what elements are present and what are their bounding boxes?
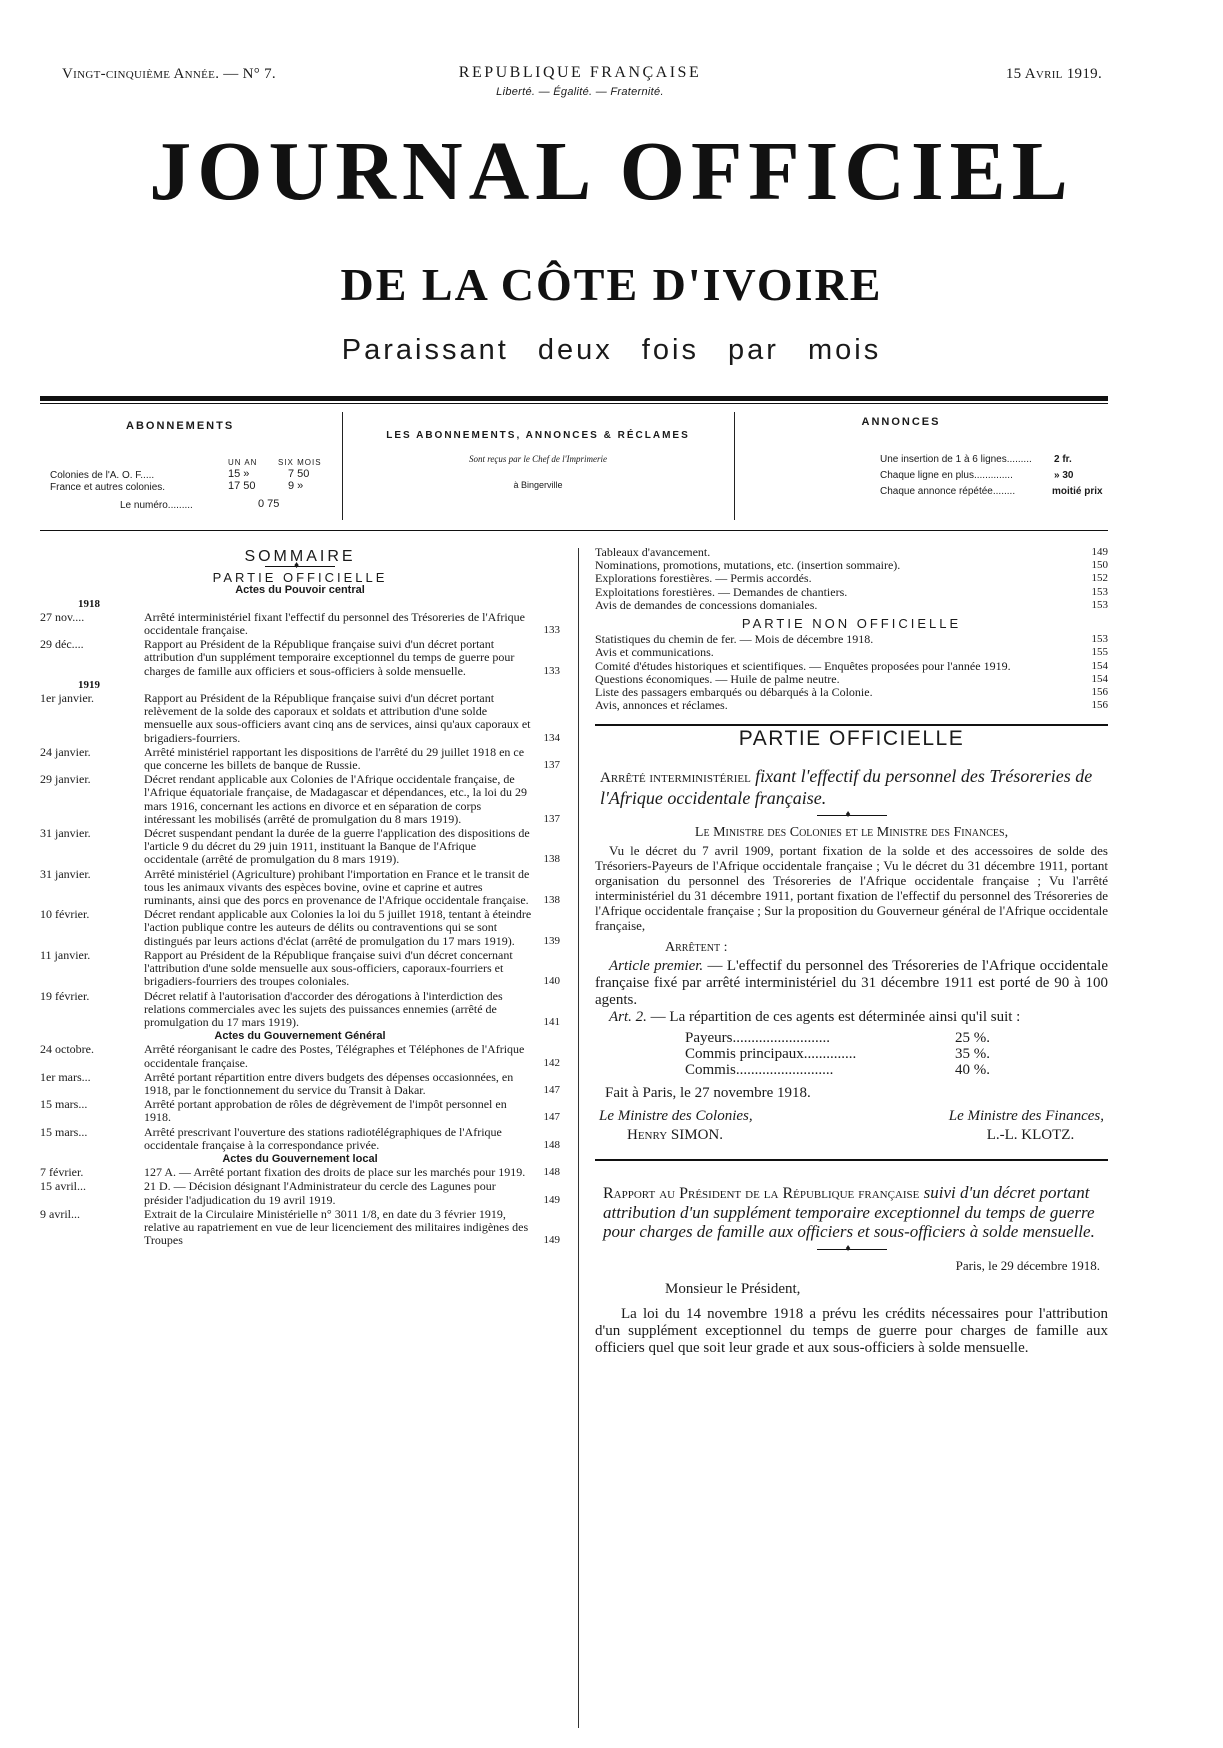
toc-entry-page: 150 <box>1091 559 1108 572</box>
ministers-line: Le Ministre des Colonies et le Ministre des Finances, <box>694 824 1009 840</box>
rapport-head: Rapport au Président de la République française <box>603 1185 920 1203</box>
toc-entry-page: 156 <box>1091 686 1108 699</box>
toc-entry-text: Liste des passagers embarqués ou débarqués à la Colonie. <box>595 685 873 700</box>
box-rule <box>40 530 1108 531</box>
considerants: Vu le décret du 7 avril 1909, portant fixation de la solde et des accessoires de solde des Trésoriers-Payeurs de l'Afrique occidentale française ; Vu le décret du 31 décembre 1911, portant organisation du personnel des Trésoreries de l'Afrique occidentale française ; Vu l'arrêté interministériel du 31 décembre 1911, portant fixation de l'effectif du personnel des Trésoreries de l'Afrique occidentale française ; Sur la proposition du Gouverneur général de l'Afrique occidentale française, <box>595 842 1108 933</box>
subs-row-label: Colonies de l'A. O. F..... <box>50 470 155 481</box>
toc-entry <box>40 908 560 948</box>
masthead-subtitle: DE LA CÔTE D'IVOIRE <box>340 259 883 310</box>
toc-entry-text: Questions économiques. — Huile de palme neutre. <box>595 671 840 686</box>
toc-entry-date: 15 mars... <box>40 1125 88 1139</box>
toc-entry-date: 7 février. <box>40 1166 84 1180</box>
rapport-body: La loi du 14 novembre 1918 a prévu les crédits nécessaires pour l'attribution d'un supplément exceptionnel du temps de guerre pour charges de famille aux officiers quel que soit leur grade et aux sous-officiers à solde mensuelle. <box>595 1306 1108 1357</box>
toc-entry <box>595 599 1108 612</box>
breakdown-value: 25 %. <box>955 1030 990 1047</box>
subscriptions-title: ABONNEMENTS <box>126 420 235 432</box>
toc-entry-page: 154 <box>1091 659 1108 672</box>
toc-entry <box>595 699 1108 712</box>
toc-entry-page: 141 <box>543 1015 560 1028</box>
toc-entry-text: Arrêté prescrivant l'ouverture des stations radiotélégraphiques de l'Afrique occidentale française à la correspondance privée. <box>144 1124 502 1152</box>
toc-entry <box>40 1071 560 1097</box>
toc-entry <box>40 1043 560 1069</box>
article-2 <box>595 1009 1108 1026</box>
toc-sections <box>40 584 560 1247</box>
header-rule-thin <box>40 403 1108 404</box>
toc-entry-page: 148 <box>543 1166 560 1179</box>
signature-right-name: L.-L. KLOTZ. <box>986 1127 1075 1144</box>
toc-entry <box>40 611 560 637</box>
center-line: Sont reçus par le Chef de l'Imprimerie <box>468 454 608 464</box>
toc-entry-page: 149 <box>543 1234 560 1247</box>
rapport-title <box>595 1183 1108 1241</box>
toc-entry-date: 10 février. <box>40 908 90 922</box>
ads-row-label: Une insertion de 1 à 6 lignes......... <box>880 454 1032 465</box>
breakdown-list <box>685 1030 1108 1078</box>
breakdown-row <box>685 1062 1015 1078</box>
toc-entry-date: 11 janvier. <box>40 948 91 962</box>
toc-entry-text: Avis et communications. <box>595 645 714 660</box>
toc-section-heading: Actes du Gouvernement local <box>222 1152 378 1165</box>
box-divider <box>734 412 735 520</box>
box-divider <box>342 412 343 520</box>
toc-entry-text: Avis, annonces et réclames. <box>595 698 728 713</box>
masthead-title: JOURNAL OFFICIEL <box>149 125 1074 218</box>
number-price: 0 75 <box>258 498 280 510</box>
signature-left <box>599 1107 753 1145</box>
toc-entry-text: Tableaux d'avancement. <box>595 545 711 559</box>
toc-entry <box>40 1166 560 1179</box>
non-official-title: PARTIE NON OFFICIELLE <box>741 616 962 632</box>
toc-year: 1918 <box>78 597 100 610</box>
breakdown-label: Commis.......................... <box>685 1062 834 1079</box>
toc-entry-page: 149 <box>543 1193 560 1206</box>
toc-entry-text: Comité d'études historiques et scientifiques. — Enquêtes proposées pour l'année 1919. <box>595 658 1011 673</box>
tagline: Paraissant deux fois par mois <box>341 334 882 366</box>
ornament <box>265 566 335 567</box>
toc-entry-date: 1er janvier. <box>40 692 94 706</box>
article-1 <box>595 958 1108 1009</box>
partie-officielle-heading: PARTIE OFFICIELLE <box>738 727 965 751</box>
arrete-subject: fixant l'effectif du personnel des Trésoreries de l'Afrique occidentale française. <box>600 765 1093 808</box>
right-column <box>595 546 1108 1357</box>
article-2-label: Art. 2. <box>609 1009 647 1026</box>
rapport-date: Paris, le 29 décembre 1918. <box>955 1258 1100 1274</box>
signature-left-name: Henry SIMON. <box>627 1127 724 1144</box>
toc-entry-page: 148 <box>543 1138 560 1151</box>
toc-entry-date: 19 février. <box>40 989 90 1003</box>
ads-row-label: Chaque annonce répétée........ <box>880 486 1016 497</box>
toc-entry-text: Statistiques du chemin de fer. — Mois de décembre 1918. <box>595 632 874 647</box>
breakdown-label: Commis principaux.............. <box>685 1046 857 1063</box>
toc-entry-text: Rapport au Président de la République française suivi d'un décret portant relèvement de la solde des caporaux et soldats et attribution d'une solde mensuelle aux sous-officiers avant cinq ans de services, ainsi qu'aux caporaux et brigadiers-fourriers. <box>144 691 531 745</box>
ads-row-price: moitié prix <box>1052 486 1103 497</box>
toc-entry-text: Arrêté réorganisant le cadre des Postes, Télégraphes et Téléphones de l'Afrique occidentale française. <box>144 1042 525 1070</box>
toc-entry-page: 149 <box>1091 546 1108 558</box>
subs-row-year: 15 » <box>228 468 250 480</box>
subscriptions-column <box>40 408 340 526</box>
issue-number: Vingt-cinquième Année. — N° 7. <box>62 66 276 82</box>
section-rule <box>595 1159 1108 1161</box>
salutation: Monsieur le Président, <box>665 1281 801 1298</box>
toc-non-official <box>595 633 1108 712</box>
breakdown-value: 40 %. <box>955 1062 990 1079</box>
arretent: Arrêtent : <box>665 939 728 955</box>
toc-entry-page: 133 <box>543 624 560 637</box>
sommaire-title: SOMMAIRE <box>244 548 356 565</box>
center-column <box>344 408 732 526</box>
signature-right-title: Le Ministre des Finances, <box>948 1108 1104 1125</box>
toc-entry-page: 134 <box>543 731 560 744</box>
toc-entry-page: 153 <box>1091 585 1108 598</box>
signature-left-title: Le Ministre des Colonies, <box>599 1108 753 1125</box>
issue-date: 15 Avril 1919. <box>1005 66 1102 82</box>
section-rule <box>595 724 1108 726</box>
ornament <box>817 1249 887 1250</box>
toc-entry-date: 24 janvier. <box>40 745 91 759</box>
ads-row-price: » 30 <box>1054 470 1074 481</box>
toc-entry-page: 155 <box>1091 646 1108 659</box>
toc-entry <box>40 949 560 989</box>
toc-official-continued <box>595 546 1108 612</box>
toc-entry-text: Arrêté ministériel rapportant les dispositions de l'arrêté du 29 juillet 1918 en ce que concerne les billets de banque de Russie. <box>144 744 525 773</box>
toc-entry-page: 154 <box>1091 672 1108 685</box>
ads-row-price: 2 fr. <box>1054 454 1072 465</box>
ads-title: ANNONCES <box>861 416 941 428</box>
toc-entry <box>40 746 560 772</box>
toc-entry <box>40 827 560 867</box>
toc-entry-page: 137 <box>543 759 560 772</box>
partie-officielle-title: PARTIE OFFICIELLE <box>212 570 388 586</box>
toc-entry <box>40 868 560 908</box>
arrete-title <box>595 766 1108 809</box>
toc-entry-page: 138 <box>543 894 560 907</box>
subs-row-six: 7 50 <box>288 468 310 480</box>
toc-entry-text: Rapport au Président de la République française suivi d'un décret portant attribution d'un supplément temporaire exceptionnel du temps de guerre pour charges de famille aux officiers et sous-officiers à solde mensuelle. <box>144 637 515 678</box>
rapport-subject: suivi d'un décret portant attribution d'un supplément temporaire exceptionnel du temps de guerre pour charges de famille aux officiers et sous-officiers à solde mensuelle. <box>603 1183 1095 1242</box>
ads-column <box>736 408 1108 526</box>
toc-year: 1919 <box>78 678 100 691</box>
toc-entry-page: 140 <box>543 975 560 988</box>
toc-entry-page: 133 <box>543 664 560 677</box>
toc-entry-text: Explorations forestières. — Permis accordés. <box>595 571 812 586</box>
breakdown-row <box>685 1030 1015 1046</box>
top-line <box>62 64 1102 98</box>
toc-entry-text: Décret rendant applicable aux Colonies de l'Afrique occidentale française, de l'Afrique équatoriale française, de Madagascar et dépendances, etc., la loi du 29 mars 1916, concernant les actions en divorce et en séparation de corps intéressant les mobilisés (arrêté de promulgation du 8 mars 1919). <box>144 772 527 826</box>
toc-entry <box>40 1098 560 1124</box>
toc-entry-date: 1er mars... <box>40 1070 91 1084</box>
republic-label: REPUBLIQUE FRANÇAISE <box>458 64 702 81</box>
toc-entry-text: Arrêté ministériel (Agriculture) prohibant l'importation en France et le transit de tous les animaux vivants des espèces bovine, ovine et caprine et autres ruminants, ainsi que des porcs en provenance de l'Afrique occidentale française. <box>144 866 530 908</box>
toc-entry-text: Arrêté portant approbation de rôles de dégrèvement de l'impôt personnel en 1918. <box>144 1097 507 1125</box>
subs-row-six: 9 » <box>288 480 304 492</box>
article-1-text: — L'effectif du personnel des Trésoreries de l'Afrique occidentale française fixé par arrêté interministériel du 31 décembre 1911 est porté de 90 à 100 agents. <box>595 958 1108 1009</box>
toc-entry-text: Arrêté interministériel fixant l'effectif du personnel des Trésoreries de l'Afrique occidentale française. <box>144 609 525 638</box>
toc-entry-page: 138 <box>543 853 560 866</box>
signature-right <box>949 1107 1104 1145</box>
toc-entry <box>40 1126 560 1152</box>
toc-entry-text: Extrait de la Circulaire Ministérielle n° 3011 1/8, en date du 3 février 1919, relative au rapatriement en vue de leur licenciement des militaires indigènes des Troupes <box>144 1206 529 1248</box>
toc-entry-date: 15 avril... <box>40 1180 86 1194</box>
article-1-label: Article premier. <box>609 958 704 975</box>
toc-entry-page: 147 <box>543 1083 560 1096</box>
toc-entry-text: Avis de demandes de concessions domaniales. <box>595 597 818 612</box>
toc-entry-text: Décret suspendant pendant la durée de la guerre l'application des dispositions de l'article 9 du décret du 29 juin 1911, instituant la Banque de l'Afrique occidentale (arrêté de promulgation du 8 mars 1919). <box>144 826 530 867</box>
toc-entry-page: 142 <box>543 1056 560 1069</box>
column-divider <box>578 548 579 1728</box>
center-place: à Bingerville <box>513 480 563 490</box>
toc-entry <box>40 638 560 678</box>
toc-entry-date: 27 nov.... <box>40 610 85 624</box>
subscription-box <box>40 408 1108 526</box>
fait-a-paris: Fait à Paris, le 27 novembre 1918. <box>605 1085 811 1102</box>
motto: Liberté. — Égalité. — Fraternité. <box>496 86 664 98</box>
toc-entry-date: 24 octobre. <box>40 1043 94 1057</box>
toc-entry-page: 152 <box>1091 572 1108 585</box>
toc-entry-page: 147 <box>543 1111 560 1124</box>
toc-entry <box>40 990 560 1030</box>
number-label: Le numéro......... <box>120 500 193 511</box>
article-2-text: — La répartition de ces agents est déterminée ainsi qu'il suit : <box>650 1009 1021 1026</box>
ads-row-label: Chaque ligne en plus.............. <box>880 470 1013 481</box>
toc-entry-page: 153 <box>1091 633 1108 646</box>
toc-entry-date: 15 mars... <box>40 1098 88 1112</box>
toc-entry <box>40 692 560 745</box>
breakdown-row <box>685 1046 1015 1062</box>
toc-entry-text: 127 A. — Arrêté portant fixation des droits de place sur les marchés pour 1919. <box>144 1165 526 1180</box>
header-rule <box>40 396 1108 401</box>
col-year: UN AN <box>228 458 258 467</box>
toc-entry-text: Décret relatif à l'autorisation d'accorder des dérogations à l'interdiction des relations commerciales avec les sujets des puissances ennemies (arrêté de promulgation du 17 mars 1919). <box>144 988 503 1029</box>
toc-entry <box>40 1180 560 1206</box>
toc-entry-text: 21 D. — Décision désignant l'Administrateur du cercle des Lagunes pour présider l'adjudication du 19 avril 1919. <box>144 1179 496 1207</box>
toc-entry-page: 139 <box>543 934 560 947</box>
col-six: SIX MOIS <box>278 458 322 467</box>
toc-entry-page: 137 <box>543 812 560 825</box>
toc-entry-date: 31 janvier. <box>40 867 91 881</box>
toc-entry-page: 153 <box>1091 598 1108 611</box>
center-title: LES ABONNEMENTS, ANNONCES & RÉCLAMES <box>386 430 690 441</box>
subs-row-label: France et autres colonies. <box>50 482 166 493</box>
toc-entry-date: 9 avril... <box>40 1207 80 1221</box>
signatures <box>595 1107 1108 1145</box>
subs-row-year: 17 50 <box>228 480 256 492</box>
toc-entry-text: Nominations, promotions, mutations, etc. (insertion sommaire). <box>595 558 901 573</box>
toc-entry-date: 31 janvier. <box>40 827 91 841</box>
breakdown-label: Payeurs.......................... <box>685 1030 830 1047</box>
toc-entry-text: Rapport au Président de la République française suivi d'un décret concernant l'attribution d'une solde mensuelle aux sous-officiers, caporaux-fourriers et brigadiers-fourriers des troupes coloniales. <box>144 947 513 989</box>
toc-entry-text: Exploitations forestières. — Demandes de chantiers. <box>595 584 848 599</box>
toc-entry <box>40 773 560 826</box>
sommaire-column <box>40 550 560 1248</box>
breakdown-value: 35 %. <box>955 1046 990 1063</box>
toc-entry <box>40 1208 560 1248</box>
toc-entry-date: 29 janvier. <box>40 773 91 787</box>
toc-section-heading: Actes du Gouvernement Général <box>214 1030 386 1043</box>
toc-entry-text: Arrêté portant répartition entre divers budgets des dépenses occasionnées, en 1918, par le fonctionnement du service du Transit à Dakar. <box>144 1069 514 1097</box>
arrete-head: Arrêté interministériel <box>600 769 751 786</box>
toc-entry-date: 29 déc.... <box>40 638 84 652</box>
toc-entry-page: 156 <box>1091 699 1108 712</box>
toc-section-heading: Actes du Pouvoir central <box>235 584 365 597</box>
toc-entry-text: Décret rendant applicable aux Colonies la loi du 5 juillet 1918, tentant à éteindre l'action publique contre les auteurs de délits ou contraventions qui se sont distingués par leurs actions d'éclat (arrêté de promulgation du 17 mars 1919). <box>144 907 532 948</box>
ornament <box>817 815 887 816</box>
